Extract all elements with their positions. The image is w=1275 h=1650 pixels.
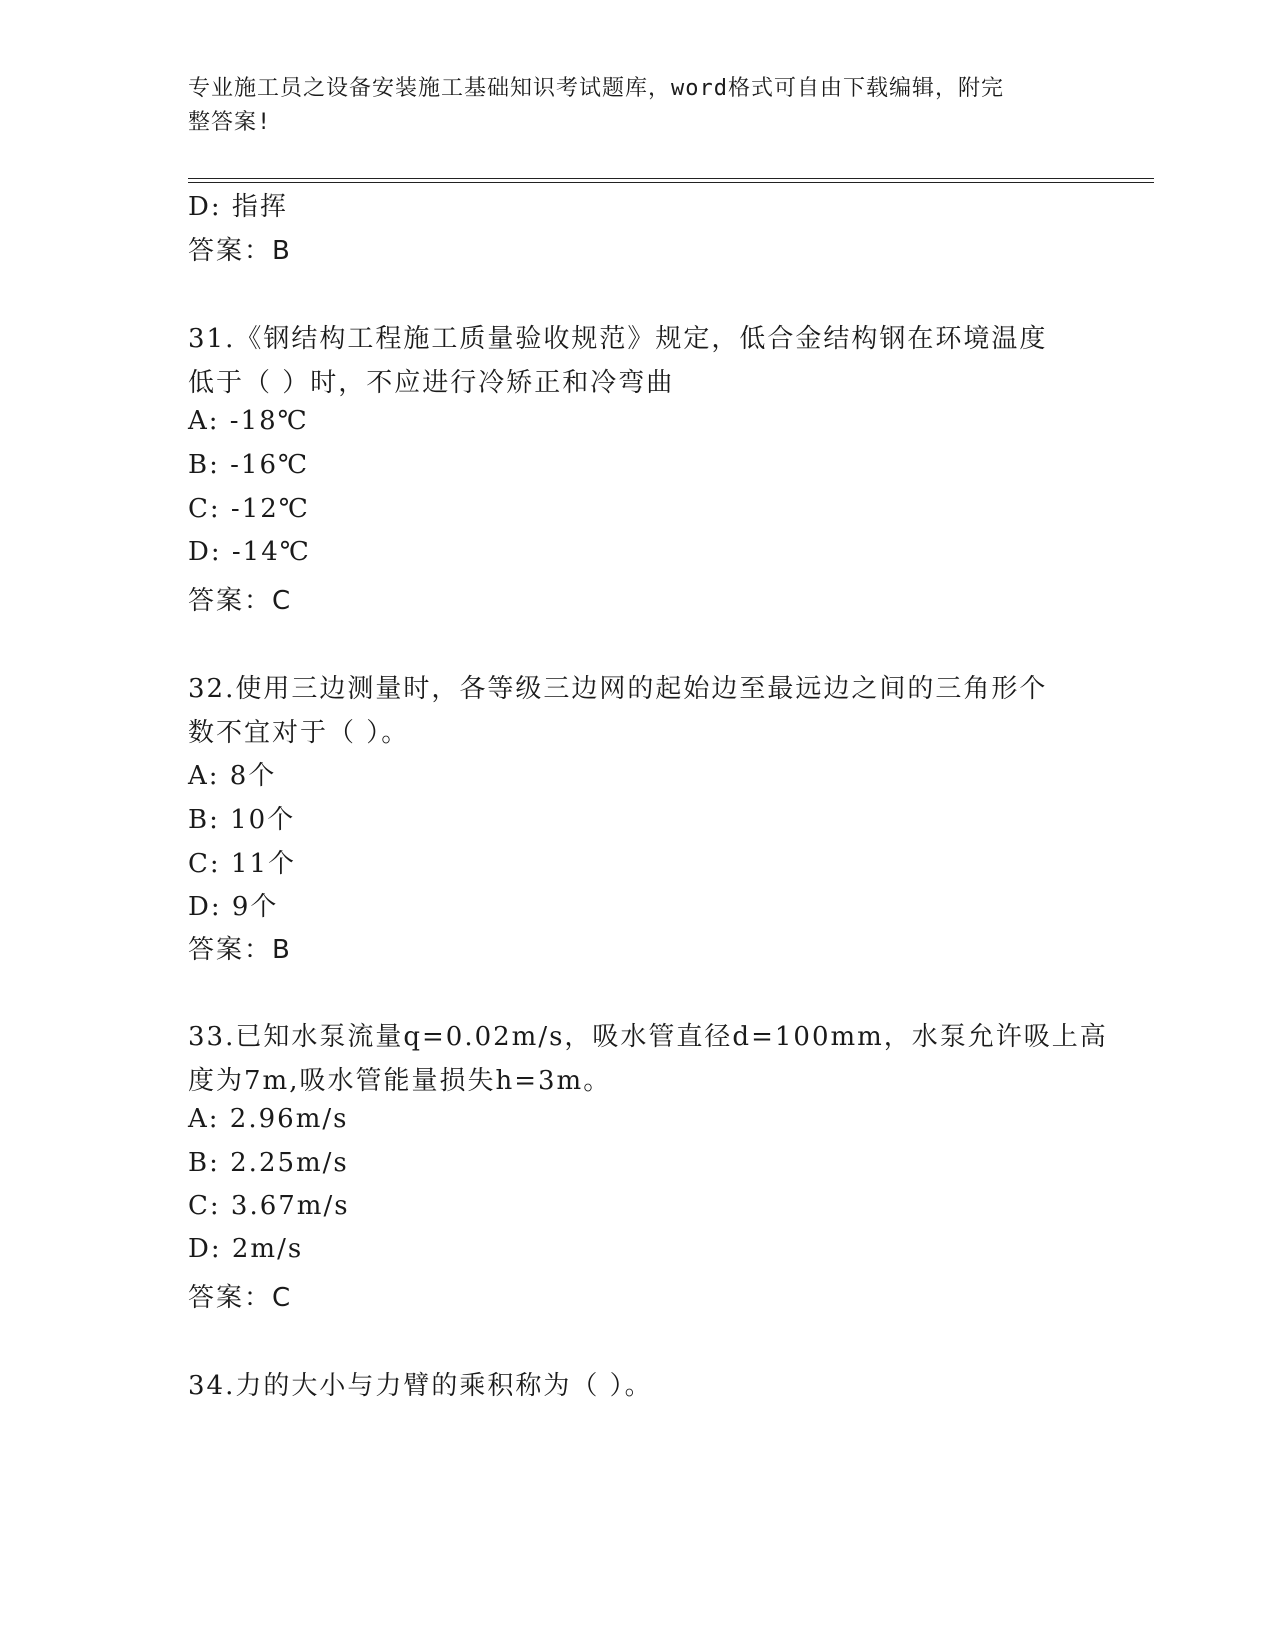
q32-answer: 答案：B	[188, 935, 292, 965]
header-line-2: 整答案!	[188, 110, 272, 135]
q33-answer: 答案：C	[188, 1283, 293, 1313]
q33-option-d: D: 2m/s	[188, 1234, 304, 1264]
q34-stem-line-1: 34.力的大小与力臂的乘积称为（ ）。	[188, 1371, 653, 1401]
q31-option-b: B: -16℃	[188, 450, 310, 480]
header-line-1: 专业施工员之设备安装施工基础知识考试题库，word格式可自由下载编辑，附完	[188, 76, 1004, 101]
q33-option-a: A: 2.96m/s	[188, 1104, 349, 1134]
q32-option-c: C: 11个	[188, 849, 297, 879]
prev-answer: 答案：B	[188, 236, 292, 266]
q33-option-b: B: 2.25m/s	[188, 1148, 349, 1178]
q33-option-c: C: 3.67m/s	[188, 1191, 350, 1221]
q32-stem-line-2: 数不宜对于（ ）。	[188, 718, 410, 748]
q32-option-d: D: 9个	[188, 892, 279, 922]
q31-stem-line-2: 低于（ ）时，不应进行冷矫正和冷弯曲	[188, 368, 675, 398]
q31-option-a: A: -18℃	[188, 406, 309, 436]
q32-stem-line-1: 32.使用三边测量时，各等级三边网的起始边至最远边之间的三角形个	[188, 674, 1048, 704]
header-divider	[188, 178, 1154, 183]
q32-option-b: B: 10个	[188, 805, 296, 835]
q31-stem-line-1: 31.《钢结构工程施工质量验收规范》规定，低合金结构钢在环境温度	[188, 324, 1048, 354]
document-header	[188, 72, 1068, 140]
q31-answer: 答案：C	[188, 586, 293, 616]
q31-option-d: D: -14℃	[188, 537, 311, 567]
q31-option-c: C: -12℃	[188, 494, 310, 524]
q33-stem-line-1: 33.已知水泵流量q=0.02m/s，吸水管直径d=100mm，水泵允许吸上高	[188, 1022, 1108, 1052]
prev-option-d: D: 指挥	[188, 192, 288, 222]
q33-stem-line-2: 度为7m,吸水管能量损失h=3m。	[188, 1066, 612, 1096]
q32-option-a: A: 8个	[188, 761, 277, 791]
